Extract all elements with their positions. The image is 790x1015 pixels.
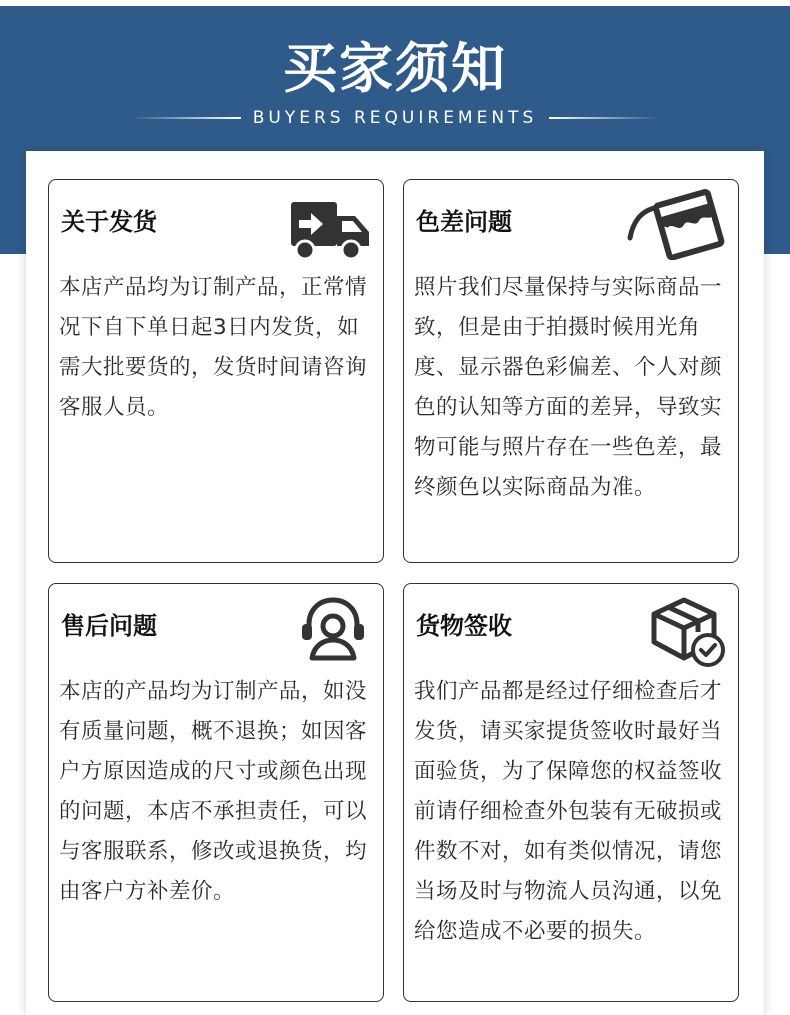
card-color [403, 179, 739, 563]
card-title: 关于发货 [61, 208, 157, 236]
subtitle-divider-right [549, 117, 659, 119]
card-aftersale [48, 583, 384, 1002]
card-body: 照片我们尽量保持与实际商品一致，但是由于拍摄时候用光角度、显示器色彩偏差、个人对颜色的认知等方面的差异，导致实物可能与照片存在一些色差，最终颜色以实际商品为准。 [414, 275, 723, 500]
page-title: 买家须知 [283, 37, 507, 100]
card-title: 色差问题 [416, 208, 512, 236]
customer-service-headset-icon [299, 596, 367, 662]
card-receipt [403, 583, 739, 1002]
card-body: 我们产品都是经过仔细检查后才发货，请买家提货签收时最好当面验货，为了保障您的权益签收前请仔细检查外包装有无破损或件数不对，如有类似情况，请您当场及时与物流人员沟通，以免给您造成不必要的损失。 [414, 679, 723, 944]
delivery-truck-icon [289, 200, 371, 262]
card-title: 货物签收 [416, 612, 512, 640]
card-body: 本店的产品均为订制产品，如没有质量问题，概不退换；如因客户方原因造成的尺寸或颜色出现的问题，本店不承担责任，可以与客服联系，修改或退换货，均由客户方补差价。 [59, 679, 368, 904]
card-title: 售后问题 [61, 612, 157, 640]
page-subtitle: BUYERS REQUIREMENTS [252, 108, 538, 128]
paint-bucket-icon [624, 188, 728, 260]
card-shipping [48, 179, 384, 563]
subtitle-row [0, 106, 790, 130]
subtitle-divider-left [131, 117, 241, 119]
card-body: 本店产品均为订制产品，正常情况下自下单日起3日内发货，如需大批要货的，发货时间请咨询客服人员。 [59, 275, 368, 420]
package-check-icon [648, 596, 728, 670]
